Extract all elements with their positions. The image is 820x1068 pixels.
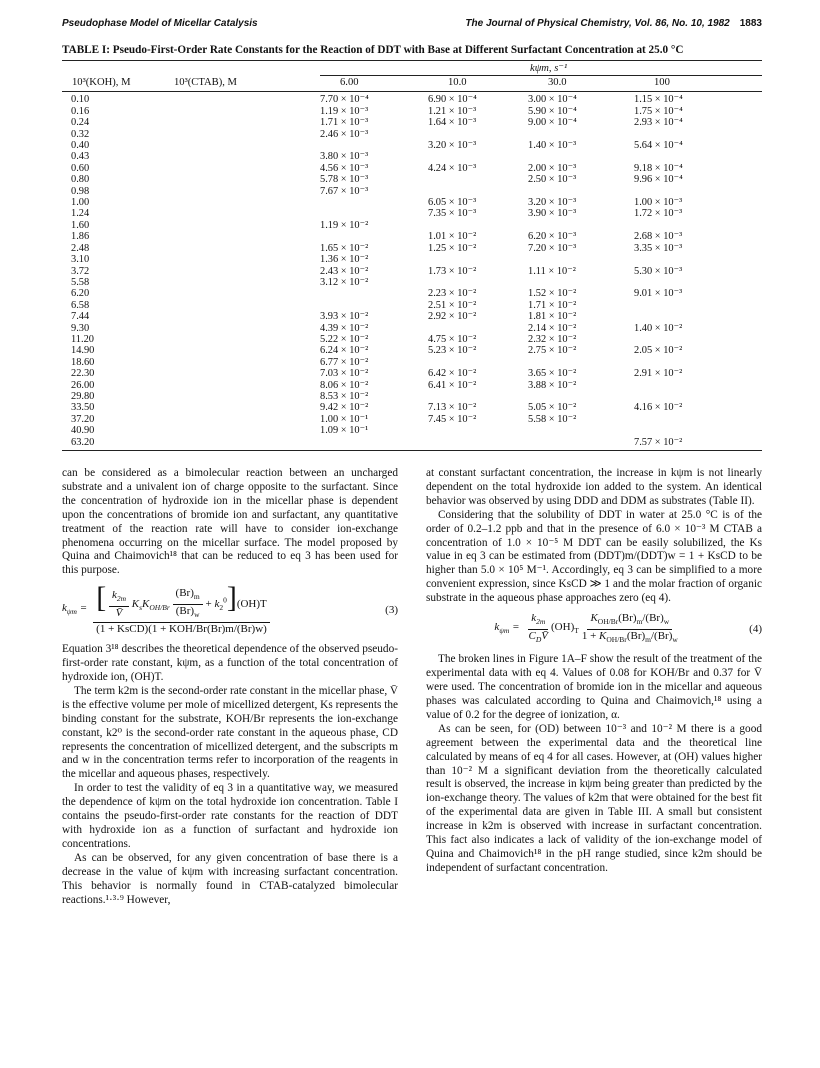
rate-constant-cell: 1.01 × 10⁻²: [428, 231, 477, 243]
ctab-spacer-cell: [170, 254, 320, 265]
koh-concentration-cell: 0.40: [71, 140, 90, 152]
koh-concentration-cell: 1.86: [71, 231, 90, 243]
ctab-level-2: 10.0: [448, 77, 467, 88]
rate-constant-cell: 6.90 × 10⁻⁴: [428, 94, 477, 106]
koh-col-header: 10³(KOH), M: [72, 77, 131, 88]
table-row: [62, 151, 762, 162]
ctab-spacer-cell: [170, 151, 320, 162]
left-paragraph-2: Equation 3¹⁸ describes the theoretical dependence of the observed pseudo-first-order rate constant, kψm, as a function of the total concentration of hydroxide ion, (OH)T.: [62, 643, 398, 684]
rate-constant-cell: 9.01 × 10⁻³: [634, 288, 683, 300]
table-row: [62, 357, 762, 368]
rate-constant-cell: 1.15 × 10⁻⁴: [634, 94, 683, 106]
table-row: [62, 117, 762, 128]
eq3-number: (3): [385, 603, 398, 616]
rate-constant-cell: 3.88 × 10⁻²: [528, 379, 577, 391]
table-header-row: [62, 75, 762, 94]
rate-constant-cell: [634, 357, 762, 368]
left-paragraph-1: can be considered as a bimolecular reaction between an uncharged substrate and a univalent ion of charge opposite to the surfactant. Since the concentration of hydroxide ion in the micellar phase is dependent upon the concentrations of bromide ion and surfactant, any quantitative treatment of the reaction rate will have to consider ion-exchange phenomena occurring on the micellar surface. The model proposed by Quina and Chaimovich¹⁸ that can be reduced to eq 3 has been used for this purpose.: [62, 467, 398, 577]
right-paragraph-2: Considering that the solubility of DDT in water at 25.0 °C is of the order of 0.2–1.2 ppb and that in the presence of 6.0 × 10⁻³ M CTAB a concentration of 1.0 × 10⁻⁵ M DDT can be easily solubilized, the Ks value in eq 3 can be estimated from (DDT)m/(DDT)w = 1 + KsCD to be higher than 5.0 × 10⁵ M⁻¹. Accordingly, eq 3 can be simplified to a more convenient expression, since KsCD ≫ 1 and the molar fraction of organic substrate in the aqueous phase approaches zero (eq 4).: [426, 508, 762, 605]
table-row: [62, 380, 762, 391]
table-row: [62, 334, 762, 345]
rate-constant-cell: [428, 129, 528, 140]
right-column: [426, 467, 762, 907]
left-paragraph-3: The term k2m is the second-order rate constant in the micellar phase, V̄ is the effective volume per mole of micellized detergent, Ks represents the binding constant for the substrate, KOH/Br represents the ion-exchange constant, k2⁰ is the second-order rate constant in the aqueous phase, CD represents the concentration of micellized detergent, and the subscripts m and w in the concentration terms refer to incorporation of the reagents in the micellar and aqueous phases, respectively.: [62, 684, 398, 781]
rate-constant-cell: [634, 391, 762, 402]
rate-constant-cell: 6.24 × 10⁻²: [320, 345, 369, 357]
rate-constant-cell: [320, 288, 428, 299]
ctab-spacer-cell: [170, 140, 320, 151]
right-paragraph-1: at constant surfactant concentration, the increase in kψm is not linearly dependent on the total hydroxide ion added to the system. An identical behavior was observed by using DDD and DDM as substrates (Table II).: [426, 467, 762, 507]
rate-constant-cell: [634, 129, 762, 140]
page-number: 1883: [739, 18, 762, 29]
rate-constant-cell: 3.20 × 10⁻³: [428, 140, 477, 152]
rate-constant-cell: 2.68 × 10⁻³: [634, 231, 683, 243]
eq4-number: (4): [749, 622, 762, 635]
rate-constant-cell: 1.73 × 10⁻²: [428, 265, 477, 277]
rate-constant-cell: 2.51 × 10⁻²: [428, 299, 477, 311]
ctab-spacer-cell: [170, 231, 320, 242]
koh-concentration-cell: 0.80: [71, 174, 90, 186]
rate-constant-cell: [428, 186, 528, 197]
koh-concentration-cell: 1.00: [71, 197, 90, 209]
rate-constant-cell: 4.39 × 10⁻²: [320, 322, 369, 334]
rate-constant-cell: [320, 231, 428, 242]
ctab-spacer-cell: [170, 311, 320, 322]
rate-constant-cell: 1.40 × 10⁻²: [634, 322, 683, 334]
ctab-spacer-cell: [170, 323, 320, 334]
rate-constant-cell: 3.90 × 10⁻³: [528, 208, 577, 220]
table-row: [62, 425, 762, 436]
koh-concentration-cell: 0.16: [71, 105, 90, 117]
koh-concentration-cell: 37.20: [71, 413, 95, 425]
rate-constant-cell: 2.50 × 10⁻³: [528, 174, 577, 186]
koh-concentration-cell: 0.10: [71, 94, 90, 106]
koh-concentration-cell: 0.98: [71, 185, 90, 197]
koh-concentration-cell: 2.48: [71, 242, 90, 254]
rate-constant-cell: 7.35 × 10⁻³: [428, 208, 477, 220]
table-row: [62, 174, 762, 185]
koh-concentration-cell: 11.20: [71, 333, 94, 345]
ctab-spacer-cell: [170, 345, 320, 356]
rate-constant-cell: [634, 277, 762, 288]
koh-concentration-cell: 3.10: [71, 254, 90, 266]
koh-concentration-cell: 0.43: [71, 151, 90, 163]
rate-constant-cell: 7.67 × 10⁻³: [320, 185, 369, 197]
ctab-spacer-cell: [170, 197, 320, 208]
rate-constant-cell: 2.75 × 10⁻²: [528, 345, 577, 357]
rate-constant-cell: [320, 208, 428, 219]
rate-constant-cell: 3.35 × 10⁻³: [634, 242, 683, 254]
rate-constant-cell: [528, 254, 634, 265]
table-row: [62, 345, 762, 356]
rate-constant-cell: 1.71 × 10⁻³: [320, 117, 369, 129]
ctab-spacer-cell: [170, 437, 320, 448]
rate-constant-cell: [634, 380, 762, 391]
rate-constant-cell: 2.14 × 10⁻²: [528, 322, 577, 334]
rate-constant-cell: 1.09 × 10⁻¹: [320, 425, 369, 437]
table-row: [62, 300, 762, 311]
right-paragraph-3: The broken lines in Figure 1A–F show the result of the treatment of the experimental data with eq 4. Values of 0.08 for KOH/Br and 0.37 for V̄ were used. The concentration of bromide ion in the micellar and aqueous phases was calculated according to Quina and Chaimovich,¹⁸ using a value of 0.2 for the degree of ionization, α.: [426, 653, 762, 721]
rate-constant-cell: 5.58 × 10⁻²: [528, 413, 577, 425]
koh-concentration-cell: 1.24: [71, 208, 90, 220]
rate-constant-cell: 6.42 × 10⁻²: [428, 368, 477, 380]
rate-constant-cell: [634, 151, 762, 162]
rate-constant-cell: 5.64 × 10⁻⁴: [634, 140, 683, 152]
rate-constant-cell: [320, 437, 428, 448]
rate-constant-cell: 5.78 × 10⁻³: [320, 174, 369, 186]
table-row: [62, 437, 762, 448]
rate-constant-cell: 5.30 × 10⁻³: [634, 265, 683, 277]
koh-concentration-cell: 1.60: [71, 219, 90, 231]
koh-concentration-cell: 0.60: [71, 162, 90, 174]
rate-constant-cell: [428, 437, 528, 448]
rate-constant-cell: 1.71 × 10⁻²: [528, 299, 577, 311]
rate-constant-cell: 1.00 × 10⁻¹: [320, 413, 369, 425]
table-row: [62, 311, 762, 322]
ctab-spacer-cell: [170, 414, 320, 425]
left-column: [62, 467, 398, 907]
ctab-spacer-cell: [170, 368, 320, 379]
rate-constant-cell: 4.75 × 10⁻²: [428, 333, 477, 345]
rate-constant-cell: 5.22 × 10⁻²: [320, 333, 369, 345]
rate-constant-cell: 5.90 × 10⁻⁴: [528, 105, 577, 117]
rate-constant-cell: [428, 220, 528, 231]
rate-constant-cell: 8.53 × 10⁻²: [320, 390, 369, 402]
rate-constant-cell: 1.19 × 10⁻²: [320, 219, 369, 231]
table-row: [62, 197, 762, 208]
rate-constant-cell: 3.12 × 10⁻²: [320, 276, 369, 288]
table-row: [62, 402, 762, 413]
ctab-spacer-cell: [170, 357, 320, 368]
rate-constant-cell: 4.16 × 10⁻²: [634, 402, 683, 414]
table-row: [62, 231, 762, 242]
table-row: [62, 220, 762, 231]
table-row: [62, 368, 762, 379]
rate-constant-cell: 2.93 × 10⁻⁴: [634, 117, 683, 129]
rate-constant-cell: [634, 254, 762, 265]
rate-constant-cell: [634, 425, 762, 436]
rate-constant-cell: [634, 220, 762, 231]
table-row: [62, 391, 762, 402]
rate-constant-cell: 3.65 × 10⁻²: [528, 368, 577, 380]
rate-constant-cell: 1.52 × 10⁻²: [528, 288, 577, 300]
running-head: [62, 18, 762, 29]
rate-constant-cell: 1.81 × 10⁻²: [528, 311, 577, 323]
rate-constant-cell: [528, 277, 634, 288]
rate-constant-cell: [634, 414, 762, 425]
rate-constant-cell: 4.56 × 10⁻³: [320, 162, 369, 174]
ctab-spacer-cell: [170, 425, 320, 436]
rate-constant-cell: 2.23 × 10⁻²: [428, 288, 477, 300]
right-paragraph-4: As can be seen, for (OD) between 10⁻³ and 10⁻² M there is a good agreement between the experimental data and the theoretical line calculated by means of eq 4 for all cases. However, at (OH) values higher than 10⁻² M a significant deviation from the theoretically calculated result is observed, the increase in kψm being greater than predicted by the ion-exchange theory. The values of k2m that were obtained for the best fit of the experimental data are given in Table III. A small but consistent increase in k2m is observed with increase in surfactant concentration. This fact also indicates a lack of validity of the ion-exchange model of Quina and Chaimovich¹⁸ in the pH range studied, since k2m should be independent of surfactant concentration.: [426, 722, 762, 874]
ctab-spacer-cell: [170, 243, 320, 254]
ctab-spacer-cell: [170, 117, 320, 128]
ctab-spacer-cell: [170, 391, 320, 402]
ctab-spacer-cell: [170, 277, 320, 288]
rate-constant-cell: 2.92 × 10⁻²: [428, 311, 477, 323]
rate-constant-cell: 1.36 × 10⁻²: [320, 254, 369, 266]
rate-constant-cell: [528, 391, 634, 402]
rate-constant-cell: 1.25 × 10⁻²: [428, 242, 477, 254]
koh-concentration-cell: 0.24: [71, 117, 90, 129]
span-header: [62, 61, 762, 75]
rate-constant-cell: 2.43 × 10⁻²: [320, 265, 369, 277]
table-body: [62, 94, 762, 448]
rate-constant-cell: [634, 300, 762, 311]
rate-constant-cell: [428, 323, 528, 334]
rate-constant-cell: 5.05 × 10⁻²: [528, 402, 577, 414]
koh-concentration-cell: 3.72: [71, 265, 90, 277]
rate-constant-cell: 2.46 × 10⁻³: [320, 128, 369, 140]
rate-constant-cell: 1.40 × 10⁻³: [528, 140, 577, 152]
rate-constant-cell: 2.00 × 10⁻³: [528, 162, 577, 174]
rate-constant-cell: [528, 186, 634, 197]
rate-constant-cell: 1.64 × 10⁻³: [428, 117, 477, 129]
eq3-lhs: $k_{\psi m}$ =: [62, 602, 88, 617]
rate-constant-cell: 1.00 × 10⁻³: [634, 197, 683, 209]
rate-constant-cell: 6.41 × 10⁻²: [428, 379, 477, 391]
rate-constant-cell: 2.91 × 10⁻²: [634, 368, 683, 380]
table-row: [62, 266, 762, 277]
table-row: [62, 129, 762, 140]
rate-constant-cell: 7.57 × 10⁻²: [634, 436, 683, 448]
left-paragraph-4: In order to test the validity of eq 3 in a quantitative way, we measured the dependence of kψm on the total hydroxide ion concentration. Table I contains the pseudo-first-order rate constants for the reaction of DDT with hydroxide ion as a function of surfactant and hydroxide ion concentrations.: [62, 782, 398, 850]
rate-constant-cell: [428, 174, 528, 185]
table-row: [62, 208, 762, 219]
ctab-spacer-cell: [170, 266, 320, 277]
eq3-numerator: [ $\frac{k_{2m}}{V̄}$ $K_sK_{OH/Br}$ $\frac{(Br)_m}{(Br)_w}$ + $k_2^0](OH)T$: [93, 584, 270, 623]
table-row: [62, 106, 762, 117]
rate-constant-cell: [528, 129, 634, 140]
koh-concentration-cell: 6.58: [71, 299, 90, 311]
equation-3: [62, 581, 398, 637]
ctab-spacer-cell: [170, 186, 320, 197]
rate-constant-cell: 1.19 × 10⁻³: [320, 105, 369, 117]
koh-concentration-cell: 7.44: [71, 311, 90, 323]
koh-concentration-cell: 6.20: [71, 288, 90, 300]
rate-constant-cell: [428, 277, 528, 288]
koh-concentration-cell: 22.30: [71, 368, 95, 380]
rate-constant-cell: 2.32 × 10⁻²: [528, 333, 577, 345]
rate-constant-cell: 3.93 × 10⁻²: [320, 311, 369, 323]
rate-constant-cell: 6.77 × 10⁻²: [320, 356, 369, 368]
table-row: [62, 414, 762, 425]
span-header-rule: [320, 75, 762, 76]
rate-constant-cell: 7.03 × 10⁻²: [320, 368, 369, 380]
rate-constant-cell: 1.11 × 10⁻²: [528, 265, 576, 277]
rate-constant-cell: [528, 357, 634, 368]
rate-constant-cell: [634, 186, 762, 197]
rate-constant-cell: 1.72 × 10⁻³: [634, 208, 683, 220]
rate-constant-cell: 7.13 × 10⁻²: [428, 402, 477, 414]
eq3-denominator: (1 + KsCD)(1 + KOH/Br(Br)m/(Br)w): [96, 623, 267, 636]
ctab-spacer-cell: [170, 174, 320, 185]
rate-constant-cell: 7.20 × 10⁻³: [528, 242, 577, 254]
ctab-spacer-cell: [170, 94, 320, 105]
rate-constant-cell: 4.24 × 10⁻³: [428, 162, 477, 174]
koh-concentration-cell: 26.00: [71, 379, 95, 391]
ctab-level-1: 6.00: [340, 77, 359, 88]
koh-concentration-cell: 9.30: [71, 322, 90, 334]
rate-constant-cell: 3.20 × 10⁻³: [528, 197, 577, 209]
journal-page: [62, 18, 762, 907]
ctab-spacer-cell: [170, 208, 320, 219]
rate-constant-cell: 6.20 × 10⁻³: [528, 231, 577, 243]
koh-concentration-cell: 29.80: [71, 390, 95, 402]
rate-constant-cell: [528, 220, 634, 231]
table-row: [62, 186, 762, 197]
ctab-level-3: 30.0: [548, 77, 567, 88]
rate-constant-cell: 7.70 × 10⁻⁴: [320, 94, 369, 106]
rate-constant-cell: [320, 300, 428, 311]
rate-constant-cell: 6.05 × 10⁻³: [428, 197, 477, 209]
rate-constant-cell: 7.45 × 10⁻²: [428, 413, 477, 425]
ctab-spacer-cell: [170, 380, 320, 391]
koh-concentration-cell: 63.20: [71, 436, 95, 448]
eq3-oh: (OH)T: [236, 598, 267, 611]
table-row: [62, 254, 762, 265]
running-head-left: Pseudophase Model of Micellar Catalysis: [62, 18, 258, 29]
eq3-fraction: [93, 581, 270, 637]
journal-citation: The Journal of Physical Chemistry, Vol. 86, No. 10, 1982: [465, 18, 730, 29]
ctab-spacer-cell: [170, 220, 320, 231]
ctab-spacer-cell: [170, 334, 320, 345]
rate-constant-cell: [428, 254, 528, 265]
table-row: [62, 277, 762, 288]
rate-constant-cell: [320, 140, 428, 151]
koh-concentration-cell: 0.32: [71, 128, 90, 140]
rate-constant-cell: [634, 311, 762, 322]
ctab-spacer-cell: [170, 163, 320, 174]
ctab-spacer-cell: [170, 129, 320, 140]
rate-constant-cell: 3.00 × 10⁻⁴: [528, 94, 577, 106]
ctab-spacer-cell: [170, 288, 320, 299]
ctab-spacer-cell: [170, 402, 320, 413]
rate-constant-cell: [428, 151, 528, 162]
rate-constant-cell: [320, 197, 428, 208]
rate-constant-cell: 3.80 × 10⁻³: [320, 151, 369, 163]
koh-concentration-cell: 18.60: [71, 356, 95, 368]
koh-concentration-cell: 5.58: [71, 276, 90, 288]
rate-constant-cell: 9.18 × 10⁻⁴: [634, 162, 683, 174]
rate-constant-cell: [528, 425, 634, 436]
rate-constant-cell: [634, 334, 762, 345]
table-row: [62, 163, 762, 174]
table-bottom-rule: [62, 450, 762, 451]
rate-constant-cell: 1.21 × 10⁻³: [428, 105, 477, 117]
table-row: [62, 288, 762, 299]
equation-4: $k_{\psi m}$ = $\frac{k_{2m}}{C_DV̄}$ $(OH)_T$ $\frac{K_{OH/Br}(Br)_m/(Br)_w}{1 + K_{OH/Br}(Br)_m/(Br)_w}$ (4): [494, 612, 762, 645]
koh-concentration-cell: 33.50: [71, 402, 95, 414]
rate-constant-cell: 9.00 × 10⁻⁴: [528, 117, 577, 129]
rate-constant-cell: [428, 357, 528, 368]
rate-constant-header: kψm, s⁻¹: [530, 63, 568, 74]
rate-constant-cell: [428, 425, 528, 436]
rate-constant-cell: 8.06 × 10⁻²: [320, 379, 369, 391]
ctab-level-4: 100: [654, 77, 670, 88]
rate-constant-cell: 1.65 × 10⁻²: [320, 242, 369, 254]
ctab-spacer-cell: [170, 300, 320, 311]
table-row: [62, 323, 762, 334]
rate-constant-cell: [428, 391, 528, 402]
ctab-spacer-cell: [170, 106, 320, 117]
running-head-right: [465, 18, 762, 29]
rate-constant-table: [62, 75, 762, 448]
rate-constant-cell: 1.75 × 10⁻⁴: [634, 105, 683, 117]
body-columns: [62, 467, 762, 907]
koh-concentration-cell: 14.90: [71, 345, 95, 357]
table-row: [62, 243, 762, 254]
koh-concentration-cell: 40.90: [71, 425, 95, 437]
table-caption: TABLE I: Pseudo-First-Order Rate Constants for the Reaction of DDT with Base at Different Surfactant Concentration at 25.0 °C: [62, 44, 684, 56]
rate-constant-cell: 5.23 × 10⁻²: [428, 345, 477, 357]
ctab-col-header: 10³(CTAB), M: [174, 77, 237, 88]
rate-constant-cell: [528, 151, 634, 162]
table-row: [62, 140, 762, 151]
rate-constant-cell: [528, 437, 634, 448]
rate-constant-cell: 9.96 × 10⁻⁴: [634, 174, 683, 186]
rate-constant-cell: 9.42 × 10⁻²: [320, 402, 369, 414]
table-row: [62, 94, 762, 105]
left-paragraph-5: As can be observed, for any given concentration of base there is a decrease in the value of kψm with increasing surfactant concentration. This behavior is normally found in CTAB-catalyzed bimolecular reactions.¹·³·⁹ However,: [62, 851, 398, 906]
rate-constant-cell: 2.05 × 10⁻²: [634, 345, 683, 357]
